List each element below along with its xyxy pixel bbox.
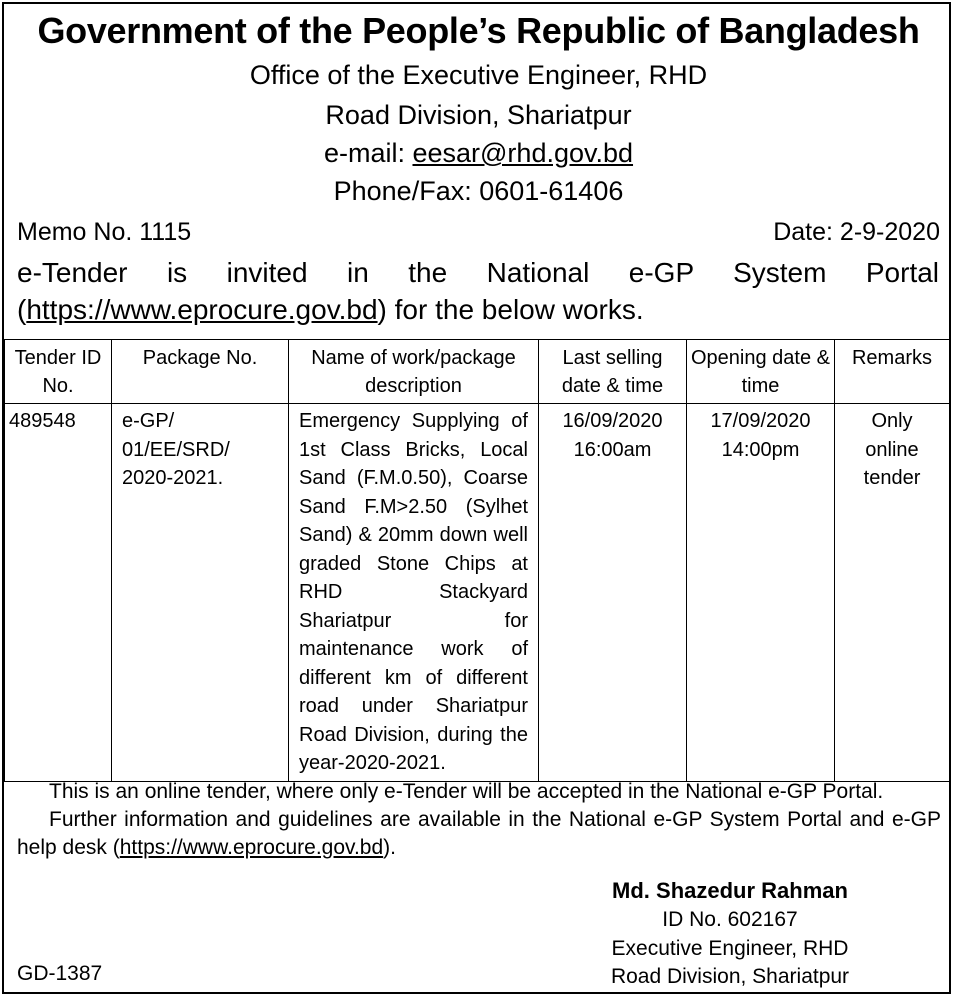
phone-line: Phone/Fax: 0601-61406: [333, 176, 624, 206]
memo-number: Memo No. 1115: [17, 218, 192, 246]
eprocure-link[interactable]: https://www.eprocure.gov.bd: [26, 294, 378, 325]
gd-code: GD-1387: [17, 962, 103, 985]
table-header-row: [5, 340, 950, 404]
footer-end: ).: [383, 836, 396, 859]
invitation-word: the: [408, 257, 448, 288]
invitation-word: System: [733, 257, 827, 288]
tender-table: [4, 339, 950, 782]
cell-description: Emergency Supplying of 1st Class Bricks, Local Sand (F.M.0.50), Coarse Sand F.M>2.50 (Sylhet Sand) & 20mm down well graded Stone Chips at RHD Stackyard Shariatpur for maintenance work of different km of different road under Shariatpur Road Division, during the year-2020-2021.: [289, 404, 539, 782]
header-last-selling: Last selling date & time: [539, 340, 687, 404]
footer-text: Further information and guidelines are available in the National e-GP System Portal and e-GP help desk (: [17, 808, 941, 859]
invitation-line-1: [17, 257, 939, 289]
table-row: [5, 404, 950, 782]
header-package: Package No.: [112, 340, 289, 404]
header-tender-id: Tender ID No.: [5, 340, 112, 404]
open-paren: (: [17, 294, 27, 325]
government-title: Government of the People’s Republic of Bangladesh: [37, 10, 920, 51]
signatory-id: ID No. 602167: [662, 908, 798, 931]
header-opening: Opening date & time: [687, 340, 835, 404]
signatory-designation: Executive Engineer, RHD: [611, 937, 849, 960]
invitation-word: National: [486, 257, 590, 288]
cell-remarks: Only online tender: [835, 404, 950, 782]
invitation-line-2: [17, 294, 644, 326]
email-label: e-mail:: [323, 138, 413, 168]
invitation-word: e-Tender: [17, 257, 128, 288]
footer-line-1: This is an online tender, where only e-Tender will be accepted in the National e-GP Portal.: [49, 780, 884, 803]
footer-line-2: [17, 806, 941, 862]
invitation-word: is: [166, 257, 188, 288]
cell-last-selling: 16/09/2020 16:00am: [539, 404, 687, 782]
email-link[interactable]: eesar@rhd.gov.bd: [412, 138, 634, 168]
cell-package: e-GP/ 01/EE/SRD/ 2020-2021.: [112, 404, 289, 782]
signatory-division: Road Division, Shariatpur: [610, 965, 850, 988]
invitation-word: Portal: [865, 257, 940, 288]
header-description: Name of work/package description: [289, 340, 539, 404]
cell-opening: 17/09/2020 14:00pm: [687, 404, 835, 782]
invitation-word: invited: [226, 257, 308, 288]
cell-tender-id: 489548: [5, 404, 112, 782]
helpdesk-link[interactable]: https://www.eprocure.gov.bd: [119, 836, 384, 859]
memo-date: Date: 2-9-2020: [773, 218, 940, 246]
invitation-word: e-GP: [628, 257, 694, 288]
invitation-rest: ) for the below works.: [377, 294, 644, 325]
invitation-word: in: [347, 257, 369, 288]
email-line: [0, 138, 957, 169]
header-remarks: Remarks: [835, 340, 950, 404]
division-line: Road Division, Shariatpur: [325, 100, 632, 130]
office-line: Office of the Executive Engineer, RHD: [249, 60, 708, 90]
signatory-name: Md. Shazedur Rahman: [612, 878, 848, 903]
